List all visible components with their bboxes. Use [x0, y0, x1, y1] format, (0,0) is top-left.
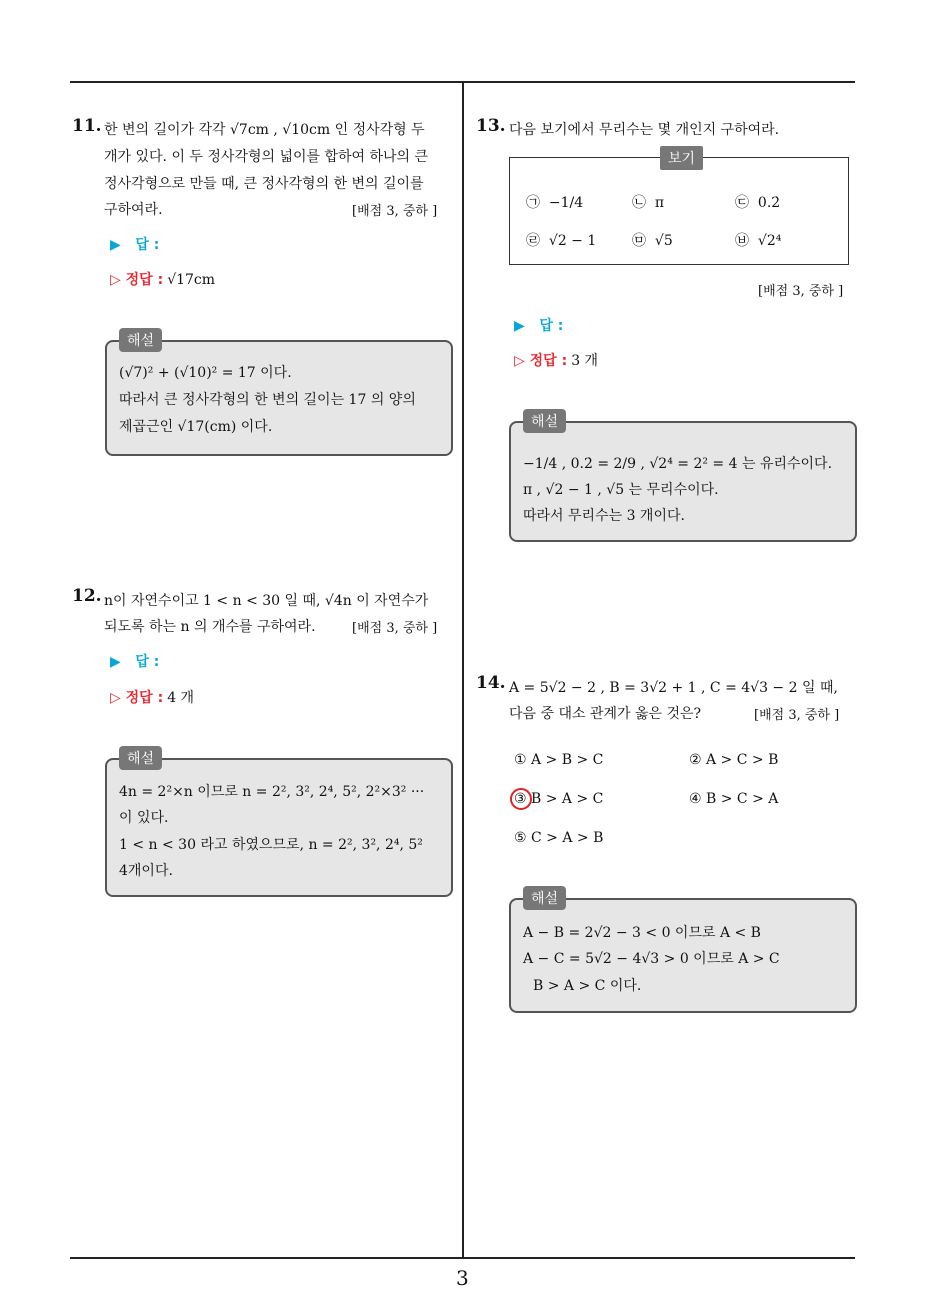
answer-label: 답 :	[135, 654, 160, 670]
explanation-line: 제곱근인 √17(cm) 이다.	[119, 419, 273, 435]
choice-1[interactable]: ① A > B > C	[514, 752, 604, 768]
correct-value: 3 개	[571, 353, 599, 369]
explanation-line: A − C = 5√2 − 4√3 > 0 이므로 A > C	[523, 951, 780, 967]
question-12-correct	[110, 687, 194, 707]
explanation-line: 4n = 2²×n 이므로 n = 2², 3², 2⁴, 5², 2²×3² ···	[119, 784, 425, 800]
play-icon: ▶	[514, 318, 525, 334]
choice-2[interactable]: ② A > C > B	[689, 752, 779, 768]
question-11-points: [배점 3, 중하 ]	[352, 204, 438, 219]
question-14-text-line: 다음 중 대소 관계가 옳은 것은?	[509, 706, 702, 722]
explanation-tag: 해설	[119, 328, 162, 352]
bogi-item: ㉣ √2 − 1	[526, 233, 597, 249]
question-14-text-line: A = 5√2 − 2 , B = 3√2 + 1 , C = 4√3 − 2 일 때,	[509, 680, 838, 696]
question-11-explanation	[105, 340, 453, 456]
explanation-line: 이 있다.	[119, 810, 169, 826]
correct-label: 정답 :	[125, 690, 164, 706]
question-13-explanation	[509, 421, 857, 542]
triangle-outline-icon: ▷	[514, 353, 525, 369]
explanation-line: π , √2 − 1 , √5 는 무리수이다.	[523, 482, 719, 498]
column-divider	[462, 81, 464, 1258]
question-13-points: [배점 3, 중하 ]	[758, 284, 844, 299]
explanation-line: B > A > C 이다.	[533, 978, 642, 994]
question-14-points: [배점 3, 중하 ]	[754, 708, 840, 723]
explanation-line: 따라서 무리수는 3 개이다.	[523, 508, 685, 524]
bogi-item: ㉡ π	[632, 195, 665, 211]
question-13-text: 다음 보기에서 무리수는 몇 개인지 구하여라.	[509, 122, 780, 138]
correct-label: 정답 :	[125, 272, 164, 288]
question-11-answer-field[interactable]	[110, 234, 159, 254]
bogi-item: ㉤ √5	[632, 233, 673, 249]
question-12-text-line: n이 자연수이고 1 < n < 30 일 때, √4n 이 자연수가	[104, 593, 429, 609]
choice-5[interactable]: ⑤ C > A > B	[514, 830, 604, 846]
explanation-tag: 해설	[523, 409, 566, 433]
explanation-tag: 해설	[523, 886, 566, 910]
question-14-explanation	[509, 898, 857, 1013]
correct-value: 4 개	[167, 690, 195, 706]
answer-label: 답 :	[135, 237, 160, 253]
question-11-text-line: 구하여라.	[104, 202, 163, 218]
question-13-answer-field[interactable]	[514, 315, 563, 335]
explanation-line: A − B = 2√2 − 3 < 0 이므로 A < B	[523, 925, 761, 941]
question-13-correct	[514, 350, 598, 370]
answer-label: 답 :	[539, 318, 564, 334]
triangle-outline-icon: ▷	[110, 272, 121, 288]
explanation-line: 1 < n < 30 라고 하였으므로, n = 2², 3², 2⁴, 5²	[119, 837, 423, 853]
bogi-tag: 보기	[660, 146, 703, 170]
question-11-number: 11.	[72, 116, 102, 136]
bogi-item: ㉠ −1/4	[526, 195, 584, 211]
bogi-box	[509, 157, 849, 265]
question-12-text-line: 되도록 하는 n 의 개수를 구하여라.	[104, 619, 316, 635]
explanation-line: 따라서 큰 정사각형의 한 변의 길이는 17 의 양의	[119, 392, 416, 408]
play-icon: ▶	[110, 654, 121, 670]
explanation-line: 4개이다.	[119, 863, 173, 879]
page-number: 3	[456, 1266, 469, 1290]
question-11-text-line: 개가 있다. 이 두 정사각형의 넓이를 합하여 하나의 큰	[104, 149, 429, 165]
choice-4[interactable]: ④ B > C > A	[689, 791, 779, 807]
play-icon: ▶	[110, 237, 121, 253]
bottom-rule	[70, 1257, 855, 1259]
bogi-item: ㉥ √2⁴	[735, 233, 782, 249]
question-12-number: 12.	[72, 586, 102, 606]
explanation-tag: 해설	[119, 746, 162, 770]
question-12-answer-field[interactable]	[110, 651, 159, 671]
correct-label: 정답 :	[529, 353, 568, 369]
question-13-number: 13.	[476, 116, 506, 136]
explanation-line: (√7)² + (√10)² = 17 이다.	[119, 365, 292, 381]
triangle-outline-icon: ▷	[110, 690, 121, 706]
question-12-points: [배점 3, 중하 ]	[352, 621, 438, 636]
question-11-text-line: 정사각형으로 만들 때, 큰 정사각형의 한 변의 길이를	[104, 176, 424, 192]
explanation-line: −1/4 , 0.2̇ = 2/9 , √2⁴ = 2² = 4 는 유리수이다.	[523, 456, 833, 472]
choice-3[interactable]: ③ B > A > C	[514, 791, 604, 807]
correct-value: √17cm	[167, 272, 216, 288]
question-11-text-line: 한 변의 길이가 각각 √7cm , √10cm 인 정사각형 두	[104, 122, 425, 138]
question-14-number: 14.	[476, 673, 506, 693]
question-12-explanation	[105, 758, 453, 897]
question-11-correct	[110, 269, 215, 289]
bogi-item: ㉢ 0.2̇	[735, 195, 781, 211]
